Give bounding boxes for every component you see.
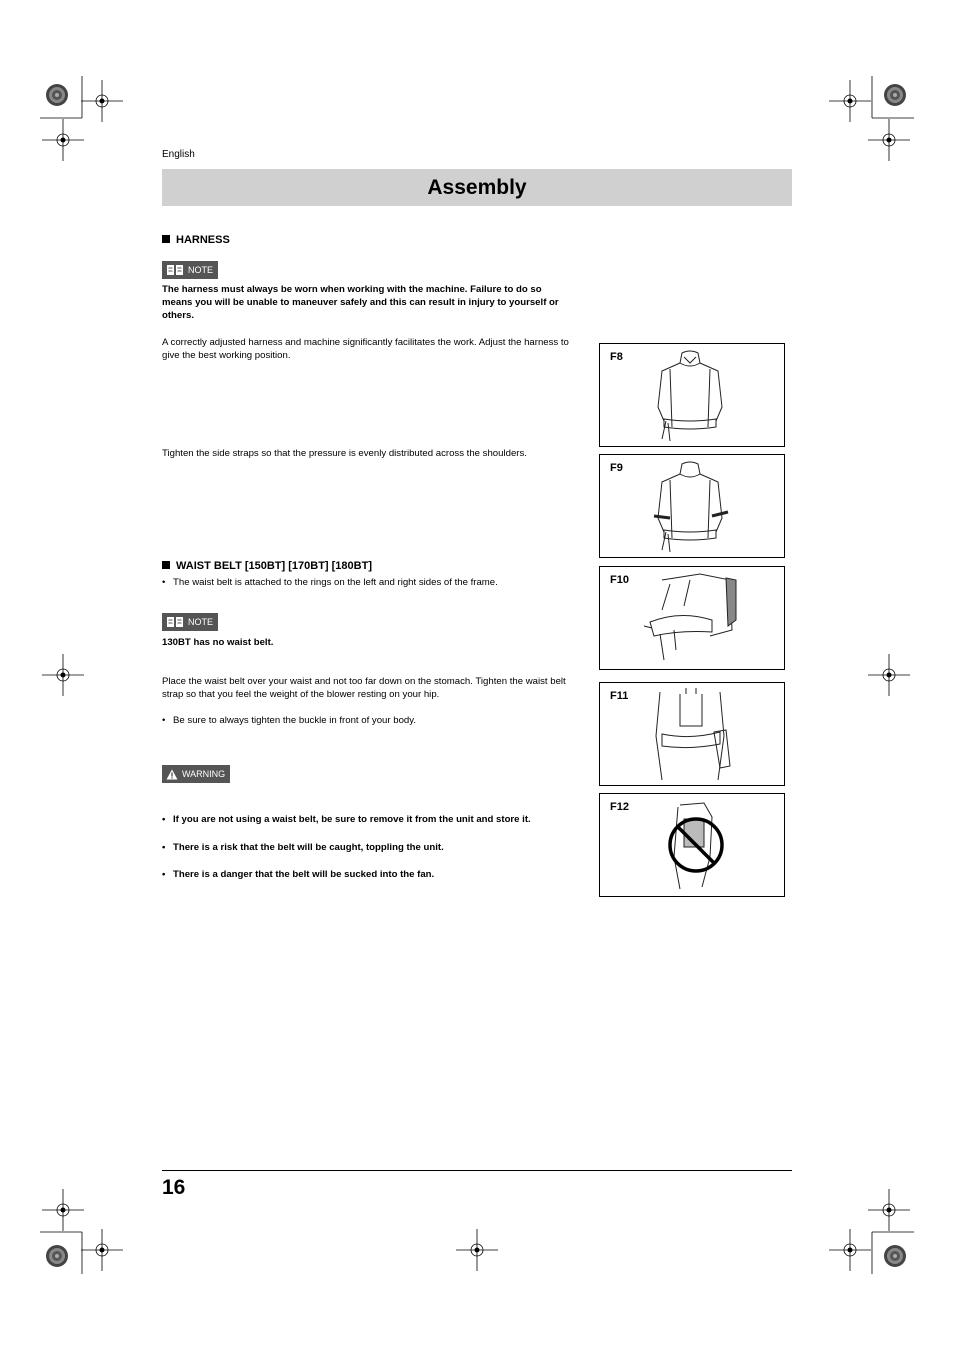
note-label: NOTE (188, 617, 214, 627)
book-icon (166, 264, 184, 276)
person-harness-illustration (640, 347, 740, 443)
figure-f8 (599, 343, 785, 447)
note-badge (162, 261, 218, 279)
figure-label: F8 (610, 351, 623, 363)
book-icon (166, 616, 184, 628)
page-number: 16 (162, 1176, 186, 1199)
language-label: English (162, 149, 195, 160)
warning-item: • If you are not using a waist belt, be sure to remove it from the unit and store it. (162, 813, 593, 826)
figure-f9 (599, 454, 785, 558)
waist-belt-frame-illustration (640, 570, 740, 666)
note-badge (162, 613, 218, 631)
footer-rule (162, 1170, 792, 1171)
section-heading-waist-belt: WAIST BELT [150BT] [170BT] [180BT] (162, 560, 372, 572)
note-label: NOTE (188, 265, 214, 275)
warning-item: • There is a danger that the belt will be sucked into the fan. (162, 868, 583, 881)
title-bar (162, 169, 792, 206)
figure-f10 (599, 566, 785, 670)
figure-label: F12 (610, 801, 629, 813)
note-text: The harness must always be worn when working with the machine. Failure to do so means you will be unable to maneuver safely and this can result in injury to yourself or others. (162, 284, 559, 322)
warning-item: • There is a risk that the belt will be caught, toppling the unit. (162, 841, 583, 854)
harness-paragraph-1: A correctly adjusted harness and machine significantly facilitates the work. Adjust the harness to give the best working position. (162, 337, 569, 362)
figure-f11 (599, 682, 785, 786)
page-title: Assembly (427, 176, 527, 199)
figure-label: F10 (610, 574, 629, 586)
person-side-straps-illustration (640, 458, 740, 554)
warning-badge (162, 765, 230, 783)
harness-paragraph-2: Tighten the side straps so that the pressure is evenly distributed across the shoulders. (162, 448, 527, 459)
waist-belt-paragraph: Place the waist belt over your waist and not too far down on the stomach. Tighten the waist belt strap so that you feel the weight of the blower resting on your hip. (162, 676, 566, 701)
prohibited-no-belt-icon (640, 797, 740, 893)
waist-belt-bullet-2: • Be sure to always tighten the buckle in front of your body. (162, 714, 583, 727)
figure-f12 (599, 793, 785, 897)
waist-belt-worn-illustration (640, 686, 740, 782)
figure-label: F9 (610, 462, 623, 474)
warning-triangle-icon (166, 769, 178, 780)
warning-label: WARNING (182, 769, 226, 779)
section-heading-harness: HARNESS (162, 234, 230, 246)
figure-label: F11 (610, 690, 629, 702)
waist-belt-bullet-1: • The waist belt is attached to the rings on the left and right sides of the frame. (162, 576, 583, 589)
note-text: 130BT has no waist belt. (162, 637, 274, 648)
